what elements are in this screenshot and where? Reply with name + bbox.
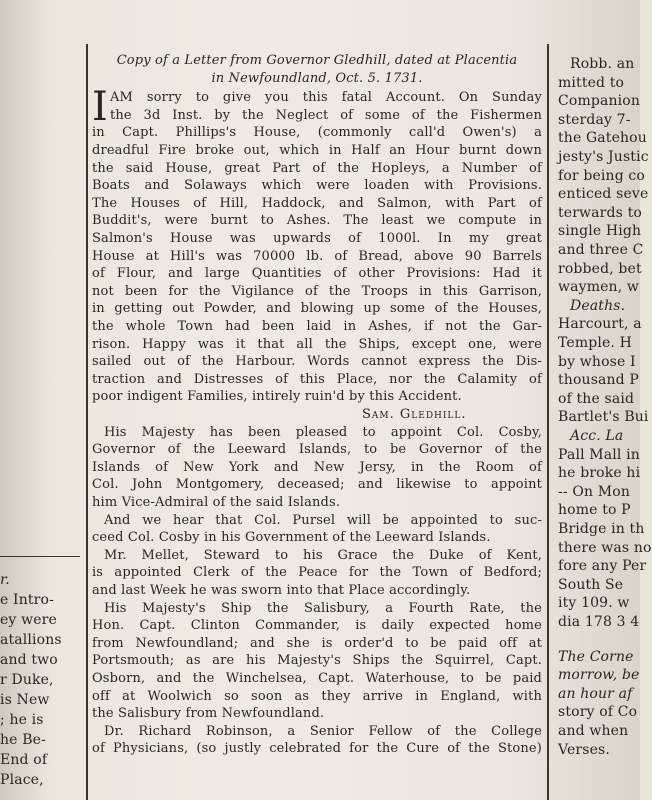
right-column-fragment: by whose I [558, 353, 636, 370]
right-column-fragment: jesty's Justic [558, 149, 649, 165]
left-section-divider [0, 556, 80, 557]
news-text-line: ceed Col. Cosby in his Government of the Leeward Islands. [92, 530, 491, 546]
news-text-line: Osborn, and the Winchelsea, Capt. Waterhouse, to be paid [92, 671, 542, 686]
letter-text-line: Boats and Solaways which were loaden with Provisions. [92, 178, 542, 194]
right-column-fragment: Companion [558, 93, 641, 110]
letter-text-line: Salmon's House was upwards of 1000l. In my great [92, 231, 542, 246]
letter-text-line: dreadful Fire broke out, which in Half an Hour burnt down [92, 143, 542, 158]
right-column-fragment: there was no [558, 539, 652, 556]
right-column-fragment: thousand P [558, 372, 639, 389]
right-column-fragment: waymen, w [558, 279, 640, 296]
letter-title-line: Copy of a Letter from Governor Gledhill, dated at Placentia [116, 53, 518, 68]
letter-text-line: Buddit's, were burnt to Ashes. The least we compute in [92, 213, 542, 229]
left-column-fragment: Place, [0, 772, 44, 788]
left-column-fragment: and two [0, 652, 58, 668]
letter-text-line: House at Hill's was 70000 lb. of Bread, above 90 Barrels [92, 248, 542, 264]
right-column-fragment: he broke hi [558, 465, 641, 482]
right-column-fragment: sterday 7- [558, 111, 631, 128]
letter-signature: Sam. Gledhill. [362, 407, 467, 422]
column-rule-right [547, 44, 549, 800]
news-text-line: Governor of the Leeward Islands, to be Governor of the [92, 442, 542, 458]
main-column [92, 52, 544, 800]
letter-text-line: AM sorry to give you this fatal Account. On Sunday [110, 90, 542, 106]
right-column-fragment: enticed seve [558, 186, 649, 203]
right-column-fragment: for being co [558, 167, 645, 184]
news-text-line: the Salisbury from Newfoundland. [92, 706, 325, 722]
right-column-fragment: Acc. La [570, 428, 624, 444]
left-column-fragment: r Duke, [0, 672, 54, 688]
left-column-fragment: ; he is [0, 712, 44, 728]
letter-text-line: traction and Distresses of this Place, nor the Calamity of [92, 371, 542, 387]
news-text-line: of Physicians, (so justly celebrated for the Cure of the Stone) [92, 741, 542, 757]
news-text-line: Mr. Mellet, Steward to his Grace the Duke of Kent, [104, 547, 542, 563]
right-column-fragment: Robb. an [570, 56, 635, 72]
right-column-fragment: Verses. [558, 741, 610, 758]
right-column-fragment: story of Co [558, 704, 638, 721]
news-text-line: Dr. Richard Robinson, a Senior Fellow of the College [104, 723, 542, 739]
right-column-fragment: the Gatehou [558, 130, 647, 147]
letter-text-line: sailed out of the Harbour. Words cannot express the Dis- [92, 354, 542, 370]
left-column-fragment: he Be- [0, 732, 46, 748]
news-text-line: Hon. Capt. Clinton Commander, is daily expected home [92, 618, 542, 634]
right-column-fragment: an hour af [558, 685, 633, 702]
right-column-fragment: -- On Mon [558, 483, 630, 500]
news-text-line: His Majesty's Ship the Salisbury, a Fourth Rate, the [104, 600, 542, 616]
news-text-line: And we hear that Col. Pursel will be appointed to suc- [104, 512, 542, 528]
left-column-fragment: ey were [0, 612, 57, 628]
right-column-fragment: Bridge in th [558, 521, 645, 537]
letter-text-line: in getting out Powder, and blowing up some of the Houses, [92, 301, 542, 317]
news-text-line: off at Woolwich so soon as they arrive in England, with [92, 688, 542, 704]
letter-text-line: not been for the Vigilance of the Troops in this Garrison, [92, 283, 542, 299]
right-column-fragment: and when [558, 723, 629, 739]
left-partial-column [0, 572, 80, 800]
right-column-fragment: home to P [558, 502, 631, 519]
column-rule-left [86, 44, 88, 800]
letter-title-line: in Newfoundland, Oct. 5. 1731. [211, 70, 423, 86]
right-column-fragment: Harcourt, a [558, 316, 642, 333]
letter-text-line: poor indigent Families, intirely ruin'd by this Accident. [92, 389, 462, 405]
news-text-line: Col. John Montgomery, deceased; and likewise to appoint [92, 477, 542, 493]
right-column-fragment: dia 178 3 4 [558, 614, 640, 630]
right-column-fragment: South Se [558, 576, 624, 593]
left-column-fragment: e Intro- [0, 592, 54, 608]
letter-text-line: rison. Happy was it that all the Ships, except one, were [92, 336, 542, 352]
drop-cap: I [92, 84, 108, 131]
right-column-fragment: Bartlet's Bui [558, 409, 649, 426]
left-column-fragment: r. [0, 572, 10, 588]
left-column-fragment: atallions [0, 632, 62, 648]
letter-text-line: in Capt. Phillips's House, (commonly call'd Owen's) a [92, 125, 542, 141]
right-column-fragment: Pall Mall in [558, 446, 640, 463]
left-column-fragment: End of [0, 752, 48, 768]
right-partial-column [556, 56, 652, 800]
letter-text-line: of Flour, and large Quantities of other Provisions: Had it [92, 266, 542, 282]
news-text-line: and last Week he was sworn into that Place accordingly. [92, 583, 471, 598]
right-column-fragment: mitted to [558, 74, 625, 91]
news-text-line: His Majesty has been pleased to appoint Col. Cosby, [104, 424, 542, 440]
letter-text-line: The Houses of Hill, Haddock, and Salmon, with Part of [92, 195, 542, 211]
news-text-line: Portsmouth; as are his Majesty's Ships the Squirrel, Capt. [92, 653, 542, 669]
right-column-fragment: of the said [558, 390, 635, 407]
right-column-fragment: Deaths. [570, 297, 626, 314]
right-column-fragment: ity 109. w [558, 595, 630, 612]
right-column-fragment: robbed, bet [558, 260, 642, 277]
right-column-fragment: fore any Per [558, 558, 647, 575]
news-text-line: Islands of New York and New Jersy, in the Room of [92, 459, 542, 475]
news-text-line: is appointed Clerk of the Peace for the Town of Bedford; [92, 565, 542, 581]
right-column-fragment: and three C [558, 242, 644, 258]
letter-text-line: the said House, great Part of the Hopleys, a Number of [92, 160, 542, 176]
right-column-fragment: terwards to [558, 204, 642, 221]
news-text-line: him Vice-Admiral of the said Islands. [92, 495, 341, 510]
left-column-fragment: is New [0, 692, 50, 708]
letter-text-line: the 3d Inst. by the Neglect of some of the Fishermen [110, 107, 542, 123]
right-column-fragment: morrow, be [558, 667, 640, 684]
right-column-fragment: Temple. H [558, 335, 632, 351]
right-column-fragment: single High [558, 223, 642, 240]
news-text-line: from Newfoundland; and she is order'd to be paid off at [92, 635, 542, 651]
letter-text-line: the whole Town had been laid in Ashes, if not the Gar- [92, 319, 542, 334]
right-column-fragment: The Corne [558, 648, 634, 665]
